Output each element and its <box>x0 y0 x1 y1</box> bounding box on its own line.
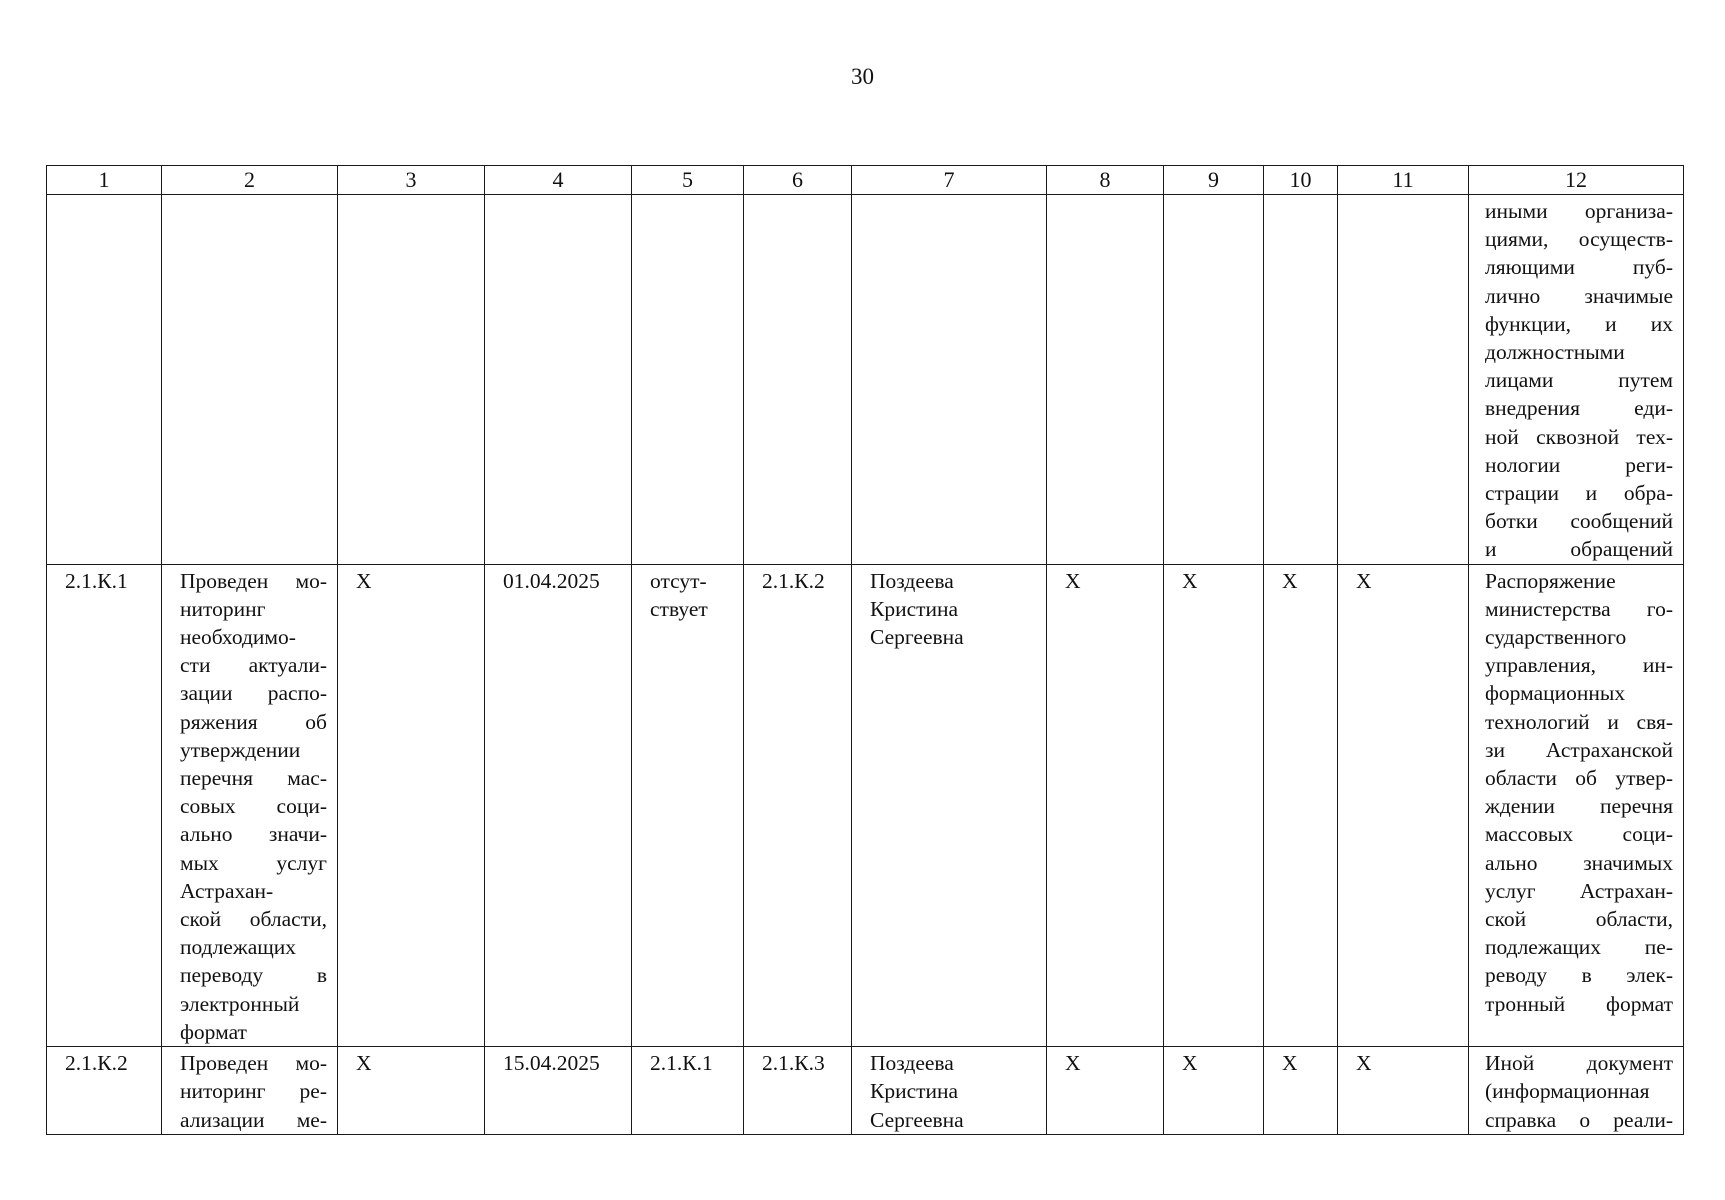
column-header: 10 <box>1264 166 1338 195</box>
column-header: 9 <box>1164 166 1264 195</box>
date-cell: 15.04.2025 <box>503 1051 600 1076</box>
table-row <box>47 564 1684 1046</box>
table-cell <box>1338 195 1468 197</box>
responsible-person: Поздеева Кристина Сергеевна <box>870 1051 964 1132</box>
control-point-code: 2.1.К.2 <box>65 1051 128 1076</box>
column-header: 7 <box>852 166 1047 195</box>
table-cell <box>1047 195 1163 197</box>
event-description: Проведен мо- ниторинг необходимо- сти актуали- зации распо- ряжения об утверждении перечня мас- совых соци- ально значи- мых услуг Астрахан- ской области, подлежащих переводу в электронный формат <box>180 568 327 1044</box>
column-header: 1 <box>47 166 162 195</box>
date-cell: 01.04.2025 <box>503 568 600 593</box>
document-result-cell: Распоряжение министерства го- сударственного управления, ин- формационных технологий и свя- зи Астраханской области об утвер- ждении перечня массовых соци- ально значимых услуг Астрахан- ской области, подлежащих пе- реводу в элек- тронный формат <box>1485 568 1673 1016</box>
predecessor-cell: 2.1.К.1 <box>650 1051 713 1076</box>
table-cell <box>1164 195 1263 197</box>
plan-table <box>46 165 1684 1135</box>
mark-cell: X <box>1356 1051 1372 1076</box>
successor-cell: 2.1.К.2 <box>762 568 825 593</box>
table-row <box>47 1047 1684 1135</box>
mark-cell: X <box>1282 568 1298 593</box>
table-row <box>47 195 1684 565</box>
column-number-row <box>47 166 1684 195</box>
column-header: 5 <box>632 166 744 195</box>
column-header: 11 <box>1338 166 1469 195</box>
control-point-code: 2.1.К.1 <box>65 568 128 593</box>
mark-cell: X <box>1065 568 1081 593</box>
document-result-cell: иными организа- циями, осуществ- ляющими пуб- лично значимые функции, и их должностными лицами путем внедрения еди- ной сквозной тех- нологии реги- страции и обра- ботки сообщений и обращений <box>1485 199 1673 562</box>
table-cell <box>485 195 631 197</box>
mark-cell: X <box>1065 1051 1081 1076</box>
mark-cell: X <box>356 568 372 593</box>
table-cell <box>632 195 743 197</box>
table-cell <box>47 195 161 197</box>
mark-cell: X <box>1356 568 1372 593</box>
column-header: 2 <box>162 166 338 195</box>
predecessor-cell: отсут- ствует <box>650 568 708 621</box>
table-cell <box>338 195 484 197</box>
mark-cell: X <box>1282 1051 1298 1076</box>
responsible-person: Поздеева Кристина Сергеевна <box>870 568 964 650</box>
column-header: 4 <box>485 166 632 195</box>
table-cell <box>744 195 851 197</box>
table-cell <box>162 195 337 197</box>
column-header: 3 <box>338 166 485 195</box>
mark-cell: X <box>1182 1051 1198 1076</box>
column-header: 12 <box>1469 166 1684 195</box>
mark-cell: X <box>1182 568 1198 593</box>
successor-cell: 2.1.К.3 <box>762 1051 825 1076</box>
document-result-cell: Иной документ (информационная справка о реали- <box>1485 1051 1673 1132</box>
table-cell <box>1264 195 1337 197</box>
mark-cell: X <box>356 1051 372 1076</box>
page-number: 30 <box>851 64 874 89</box>
event-description: Проведен мо- ниторинг ре- ализации ме- <box>180 1051 327 1132</box>
column-header: 8 <box>1047 166 1164 195</box>
table-cell <box>852 195 1046 197</box>
column-header: 6 <box>744 166 852 195</box>
